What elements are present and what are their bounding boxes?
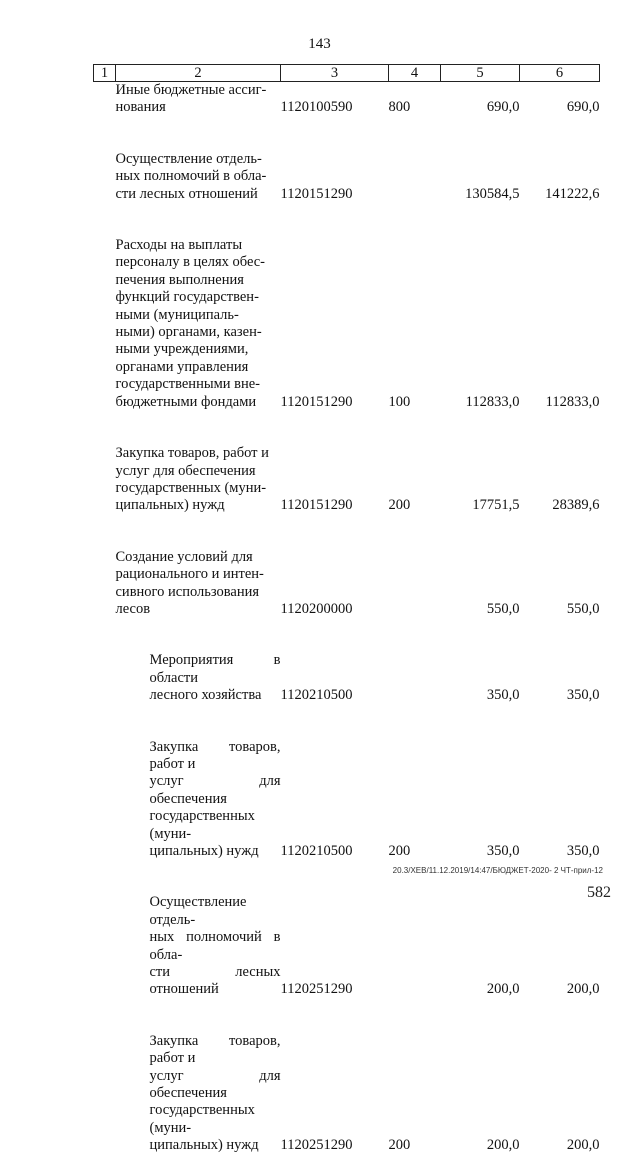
page-number: 143 [308,36,331,52]
row-spacer-cell [94,618,600,652]
row-spacer-cell [94,117,600,151]
table-header-row [94,65,600,82]
table-row [94,82,600,117]
row-spacer-cell [94,999,600,1033]
cell-value-2021: 690,0 [566,99,600,116]
cell-value-2021: 141222,6 [545,185,600,202]
row-spacer-cell [94,515,600,549]
cell-name: Закупка товаров, работ и услуг для обеспечения государственных (муни- ципальных) нужд [115,445,269,514]
cell-type: 200 [388,843,411,859]
cell-type [389,652,441,704]
cell-value-2020: 200,0 [486,1137,520,1154]
cell-code: 1120210500 [280,843,353,859]
row-spacer [94,117,600,151]
cell-value-2020: 350,0 [486,843,520,859]
cell-empty [94,82,116,117]
cell-name: Осуществление отдель- ных полномочий в обла- сти лесных отношений [115,150,267,202]
cell-name: Расходы на выплаты персоналу в целях обес- печения выполнения функций государствен- ными (муниципаль- ными) органами, казен- ными учреждениями, органами управления государственными вне- бюджетными фондами [115,237,266,410]
row-spacer [94,999,600,1033]
cell-name: Создание условий для рационального и интен- сивного использования лесов [115,548,264,617]
cell-code: 1120210500 [280,687,353,704]
table-row [94,549,600,619]
table-row [94,445,600,515]
cell-value-2020: 550,0 [486,600,520,617]
cell-name: Мероприятия в области лесного хозяйства [149,652,281,704]
cell-code: 1120151290 [280,393,353,410]
table-body [94,82,600,1155]
cell-value-2020: 350,0 [486,687,520,704]
cell-name: Закупка товаров, работ и услуг для обеспечения государственных (муни- ципальных) нужд [149,738,281,859]
cell-code: 1120151290 [280,497,353,514]
table-row [94,894,600,998]
cell-empty [94,739,116,861]
table-row [94,652,600,704]
cell-value-2020: 112833,0 [465,393,520,410]
cell-code: 1120151290 [280,185,353,202]
cell-name: Иные бюджетные ассиг- нования [115,82,267,116]
cell-type: 200 [388,1137,411,1154]
cell-name: Осуществление отдель- ных полномочий в обла- сти лесных отношений [149,894,281,998]
cell-empty [94,894,116,998]
cell-empty [94,652,116,704]
cell-value-2021: 350,0 [566,687,600,704]
cell-empty [94,445,116,515]
cell-empty [94,237,116,411]
cell-code: 1120251290 [280,981,353,998]
cell-type: 100 [388,393,411,410]
column-header-1: 1 [94,65,116,82]
cell-value-2020: 130584,5 [465,185,520,202]
cell-empty [94,151,116,203]
budget-table [93,64,600,1155]
column-header-6: 6 [520,65,600,82]
row-spacer [94,618,600,652]
cell-type [389,151,441,203]
footer-code: 20.3/ХЕВ/11.12.2019/14:47/БЮДЖЕТ-2020- 2 ЧТ-прил-12 [392,866,603,875]
row-spacer [94,411,600,445]
table-row [94,151,600,203]
row-spacer [94,705,600,739]
cell-value-2021: 550,0 [566,600,600,617]
cell-code: 1120100590 [280,99,353,116]
cell-value-2020: 200,0 [486,981,520,998]
column-header-5: 5 [441,65,520,82]
cell-value-2021: 350,0 [566,843,600,859]
cell-name: Закупка товаров, работ и услуг для обеспечения государственных (муни- ципальных) нужд [149,1032,281,1154]
column-header-3: 3 [281,65,389,82]
row-spacer [94,515,600,549]
table-row [94,1033,600,1155]
corner-number: 582 [587,884,611,901]
column-header-4: 4 [389,65,441,82]
cell-code: 1120251290 [280,1137,353,1154]
cell-value-2021: 28389,6 [552,497,600,514]
cell-value-2021: 200,0 [566,1137,600,1154]
row-spacer-cell [94,705,600,739]
cell-code: 1120200000 [280,600,353,617]
row-spacer [94,203,600,237]
cell-empty [94,549,116,619]
cell-type: 800 [388,99,411,116]
cell-type [389,549,441,619]
cell-type [389,894,441,998]
column-header-2: 2 [116,65,281,82]
cell-value-2021: 200,0 [566,981,600,998]
cell-value-2021: 112833,0 [545,393,600,410]
row-spacer-cell [94,411,600,445]
table-row [94,739,600,861]
cell-type: 200 [388,497,411,514]
cell-empty [94,1033,116,1155]
table-row [94,237,600,411]
cell-value-2020: 690,0 [486,99,520,116]
cell-value-2020: 17751,5 [472,497,520,514]
row-spacer-cell [94,203,600,237]
